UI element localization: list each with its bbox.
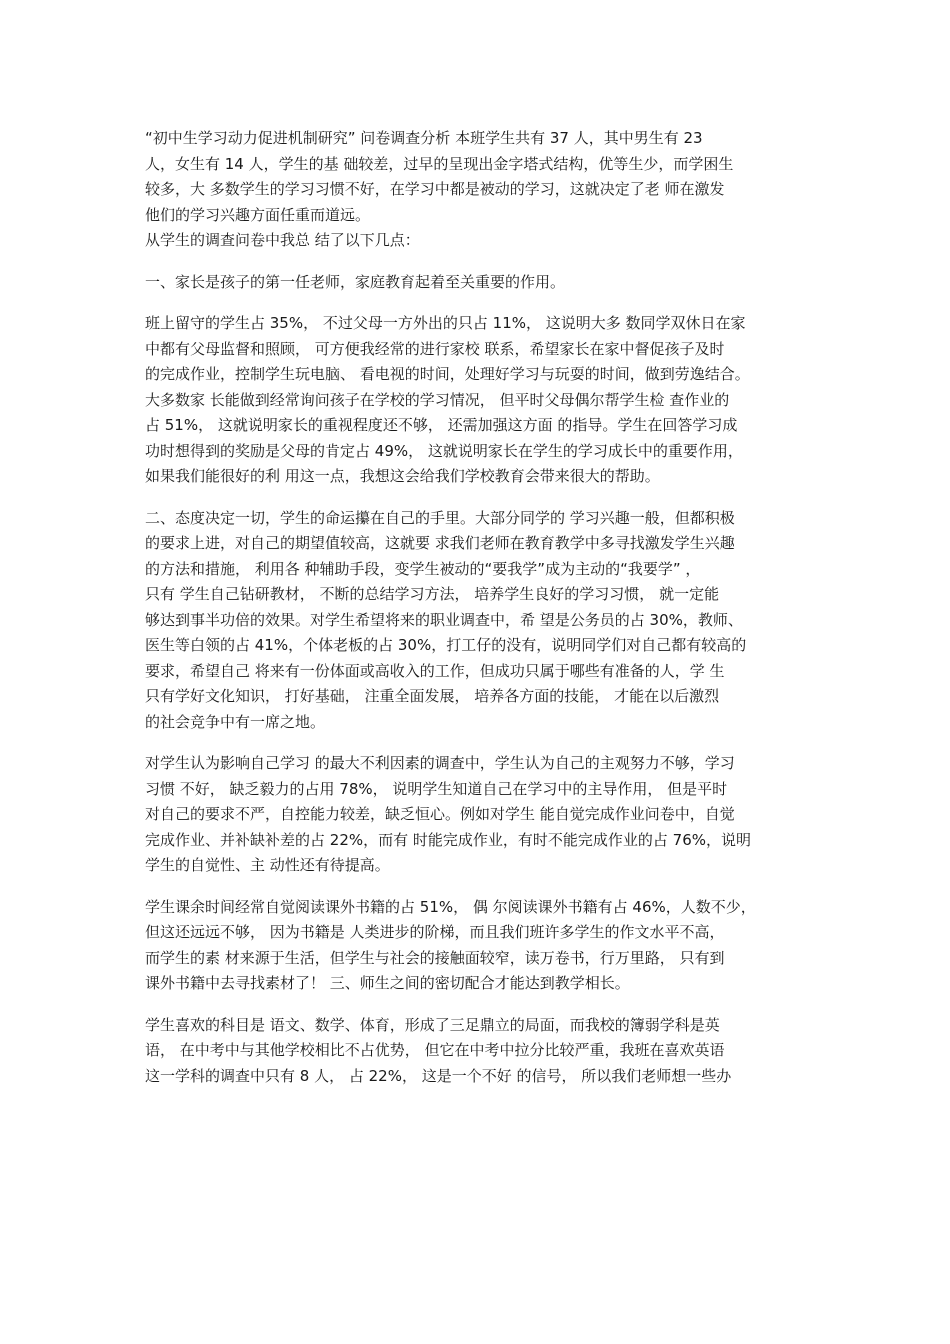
attitude-paragraph <box>145 506 825 736</box>
text-line: 对学生认为影响自己学习 的最大不利因素的调查中，学生认为自己的主观努力不够，学习 <box>145 754 735 772</box>
text-line: 占 51%， 这就说明家长的重视程度还不够， 还需加强这方面 的指导。学生在回答学习成 <box>145 416 738 434</box>
text-line: 要求，希望自己 将来有一份体面或高收入的工作，但成功只属于哪些有准备的人，学 生 <box>145 661 725 680</box>
paragraph-gap <box>145 254 825 270</box>
text-line: 一、家长是孩子的第一任老师，家庭教育起着至关重要的作用。 <box>145 272 566 291</box>
paragraph-gap <box>145 295 825 311</box>
text-line: 医生等白领的占 41%，个体老板的占 30%，打工仔的没有，说明同学们对自己都有较高的 <box>145 636 747 654</box>
text-line: 的社会竞争中有一席之地。 <box>145 712 326 731</box>
paragraph-gap <box>145 490 825 506</box>
text-line: 功时想得到的奖励是父母的肯定占 49%， 这就说明家长在学生的学习成长中的重要作用， <box>145 441 743 460</box>
factors-paragraph <box>145 751 825 879</box>
parents-paragraph <box>145 311 825 490</box>
text-line: 但这还远远不够， 因为书籍是 人类进步的阶梯，而且我们班许多学生的作文水平不高， <box>145 923 725 941</box>
text-line: 习惯 不好， 缺乏毅力的占用 78%， 说明学生知道自己在学习中的主导作用， 但是平时 <box>145 779 728 798</box>
text-line: “初中生学习动力促进机制研究” 问卷调查分析 本班学生共有 37 人，其中男生有 23 <box>145 129 703 147</box>
text-line: 二、态度决定一切，学生的命运攥在自己的手里。大部分同学的 学习兴趣一般，但都积极 <box>145 508 735 527</box>
text-line: 他们的学习兴趣方面任重而道远。 <box>145 205 371 224</box>
text-line: 对自己的要求不严，自控能力较差，缺乏恒心。例如对学生 能自觉完成作业问卷中，自觉 <box>145 805 735 823</box>
text-line: 只有 学生自己钻研教材， 不断的总结学习方法， 培养学生良好的学习习惯， 就一定能 <box>145 585 720 603</box>
text-line: 学生的自觉性、主 动性还有待提高。 <box>145 856 390 874</box>
text-line: 够达到事半功倍的效果。对学生希望将来的职业调查中，希 望是公务员的占 30%，教师、 <box>145 610 743 629</box>
intro-paragraph <box>145 126 825 254</box>
text-line: 学生喜欢的科目是 语文、数学、体育，形成了三足鼎立的局面，而我校的簿弱学科是英 <box>145 1015 720 1034</box>
text-line: 的完成作业，控制学生玩电脑、 看电视的时间，处理好学习与玩耍的时间，做到劳逸结合。 <box>145 365 750 383</box>
section-heading-paragraph <box>145 270 825 296</box>
text-line: 的要求上进，对自己的期望值较高，这就要 求我们老师在教育教学中多寻找激发学生兴趣 <box>145 534 735 552</box>
subjects-paragraph <box>145 1013 825 1090</box>
text-line: 较多，大 多数学生的学习习惯不好，在学习中都是被动的学习，这就决定了老 师在激发 <box>145 180 725 198</box>
text-line: 班上留守的学生占 35%， 不过父母一方外出的只占 11%， 这说明大多 数同学双休日在家 <box>145 314 746 332</box>
paragraph-gap <box>145 735 825 751</box>
text-line: 从学生的调查问卷中我总 结了以下几点： <box>145 231 420 249</box>
paragraph-gap <box>145 879 825 895</box>
text-line: 学生课余时间经常自觉阅读课外书籍的占 51%， 偶 尔阅读课外书籍有占 46%，人数不少， <box>145 897 756 916</box>
text-line: 语， 在中考中与其他学校相比不占优势， 但它在中考中拉分比较严重，我班在喜欢英语 <box>145 1041 725 1059</box>
text-line: 只有学好文化知识， 打好基础， 注重全面发展， 培养各方面的技能， 才能在以后激烈 <box>145 687 720 705</box>
text-line: 课外书籍中去寻找素材了！ 三、师生之间的密切配合才能达到教学相长。 <box>145 974 630 992</box>
document-page <box>145 126 825 1089</box>
text-line: 中都有父母监督和照顾， 可方便我经常的进行家校 联系，希望家长在家中督促孩子及时 <box>145 339 725 358</box>
reading-paragraph <box>145 895 825 997</box>
text-line: 的方法和措施， 利用各 种辅助手段，变学生被动的“要我学”成为主动的“我要学” ， <box>145 559 701 578</box>
paragraph-gap <box>145 997 825 1013</box>
text-line: 这一学科的调查中只有 8 人， 占 22%， 这是一个不好 的信号， 所以我们老师想一些办 <box>145 1066 732 1085</box>
text-line: 而学生的素 材来源于生活，但学生与社会的接触面较窄，读万卷书，行万里路， 只有到 <box>145 948 725 967</box>
text-line: 大多数家 长能做到经常询问孩子在学校的学习情况， 但平时父母偶尔帮学生检 查作业的 <box>145 390 730 409</box>
text-line: 如果我们能很好的利 用这一点，我想这会给我们学校教育会带来很大的帮助。 <box>145 467 660 485</box>
text-line: 完成作业、并补缺补差的占 22%，而有 时能完成作业，有时不能完成作业的占 76%，说明 <box>145 830 751 849</box>
text-line: 人，女生有 14 人，学生的基 础较差，过早的呈现出金字塔式结构，优等生少，而学困生 <box>145 154 734 173</box>
